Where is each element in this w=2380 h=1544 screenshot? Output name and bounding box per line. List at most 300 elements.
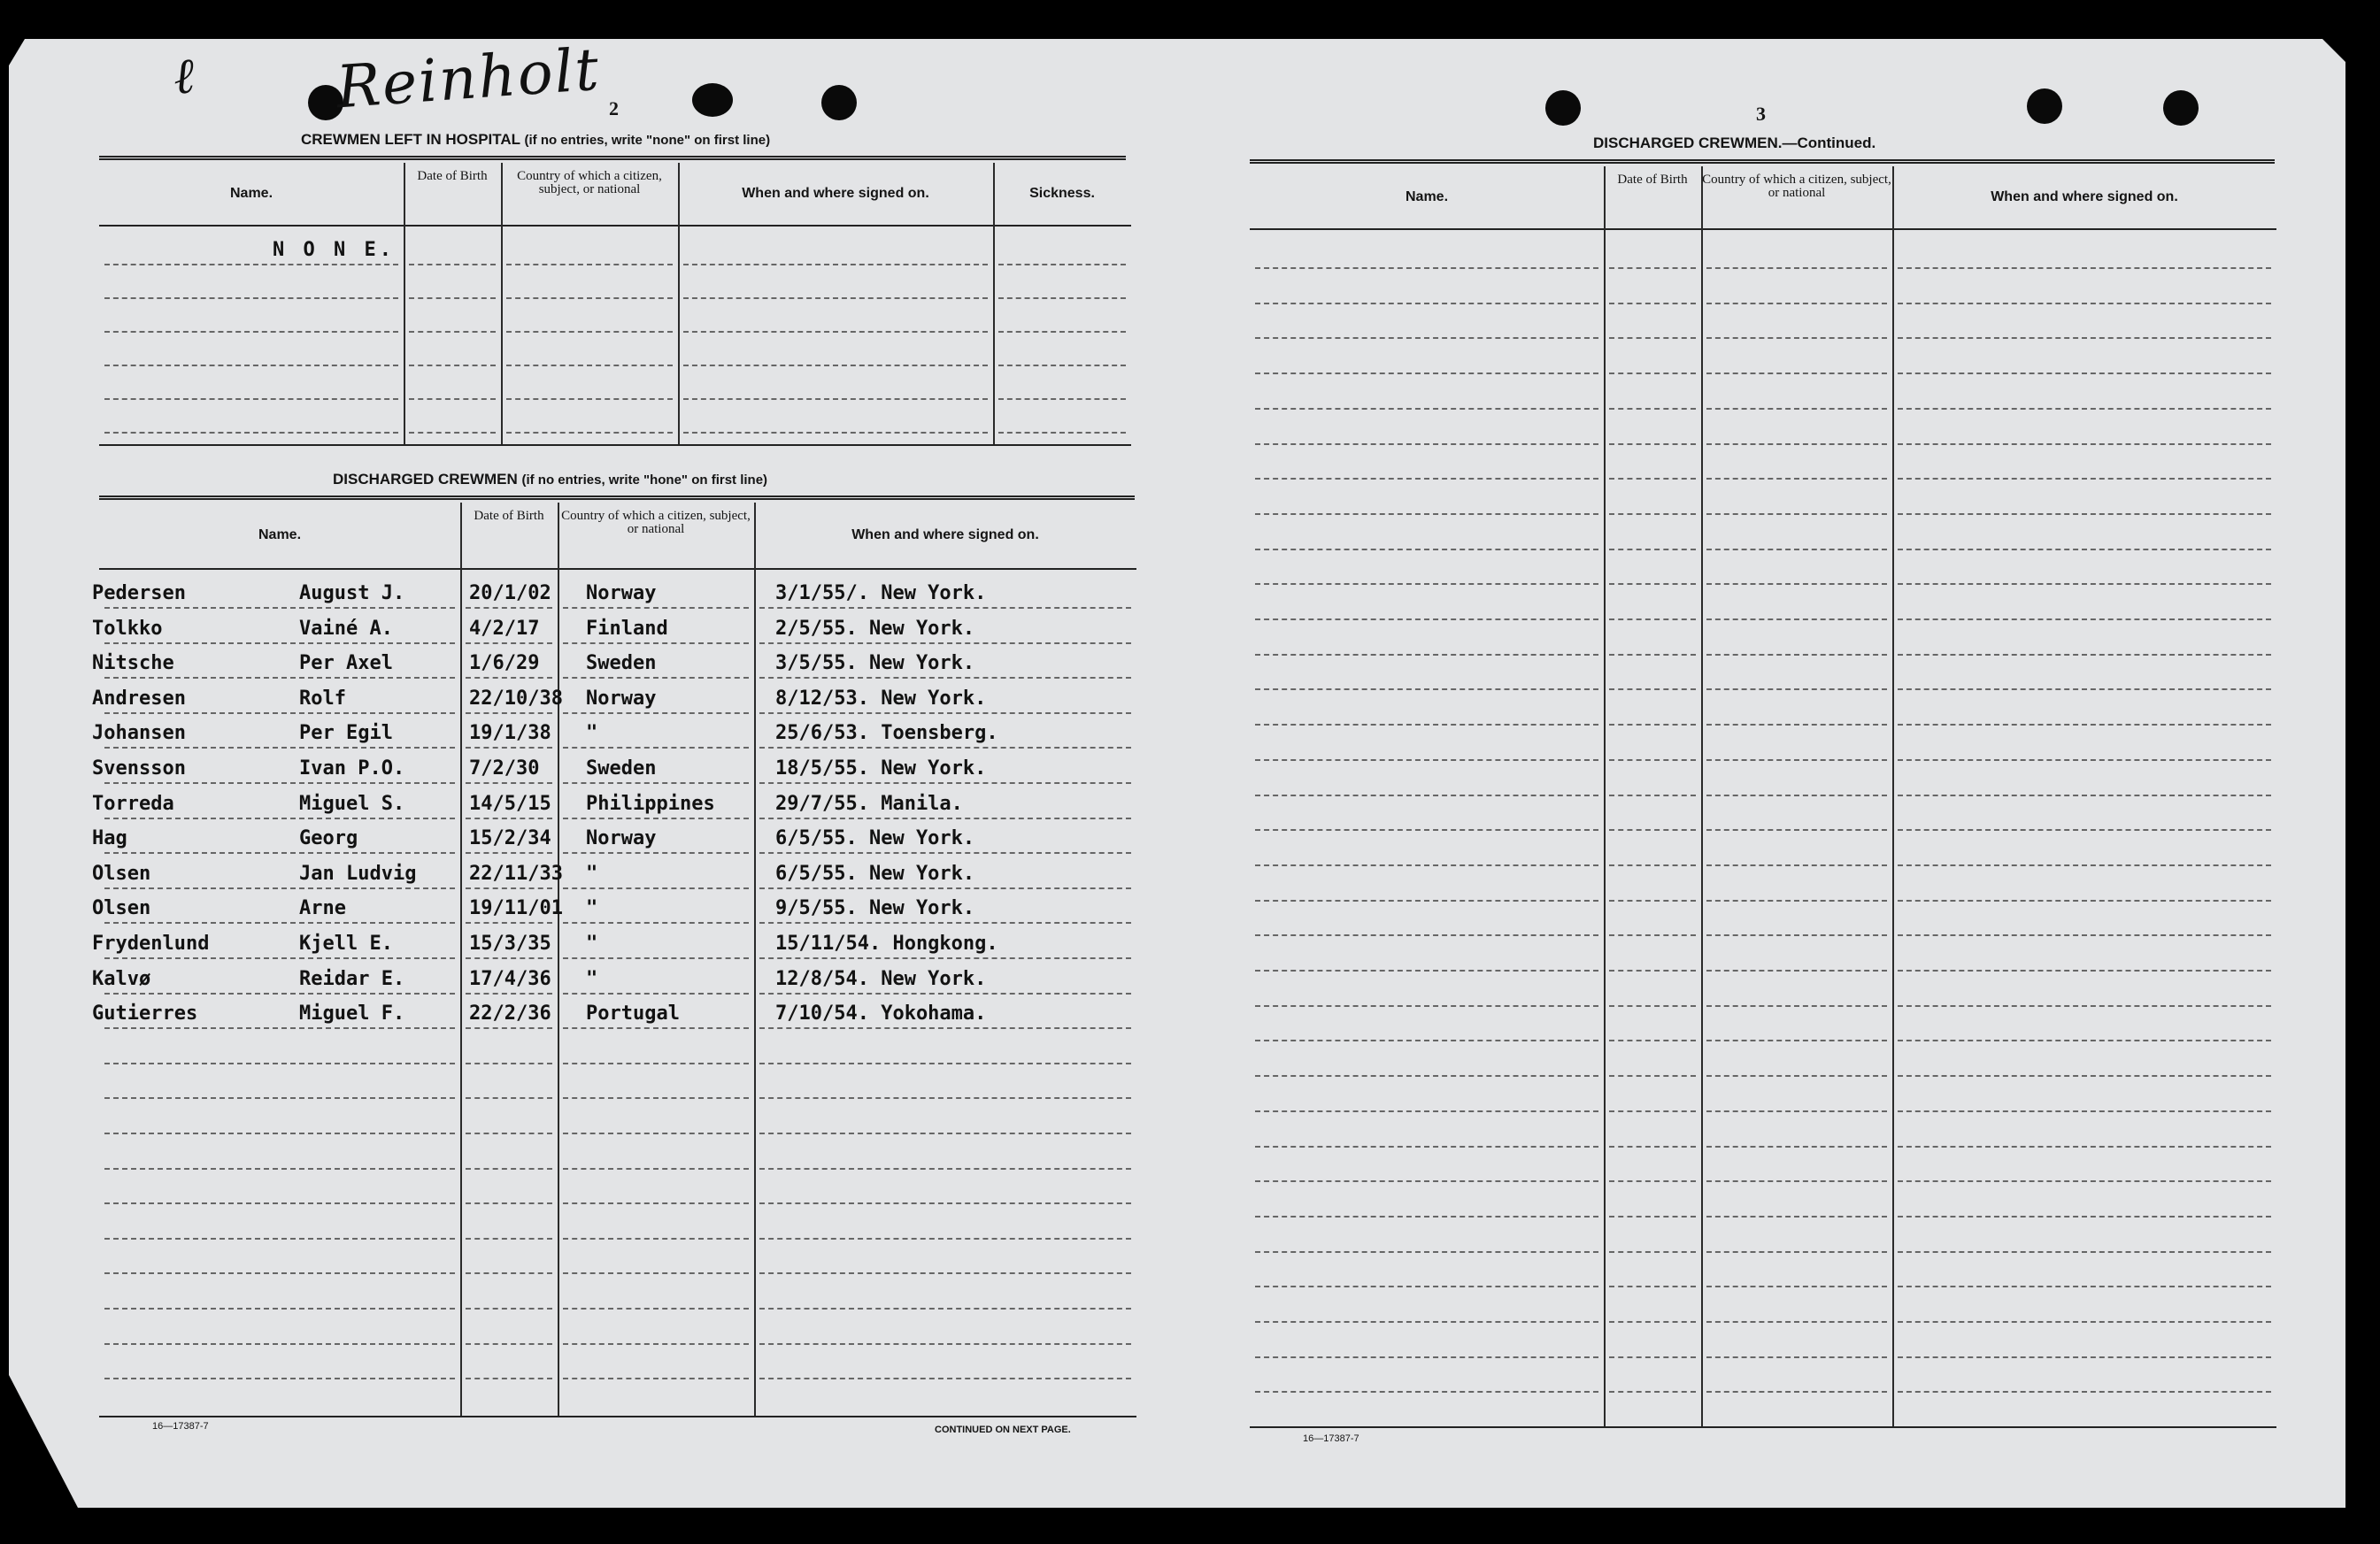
ruled-line: [104, 642, 455, 644]
column-header-dob: Date of Birth: [1617, 173, 1688, 187]
crew-date-of-birth: 15/2/34: [469, 827, 551, 850]
ruled-line: [1898, 1040, 2271, 1041]
ruled-line: [506, 432, 673, 434]
ruled-line: [1255, 829, 1598, 831]
ruled-line: [466, 677, 552, 679]
ruled-line: [1255, 934, 1598, 936]
crew-signed-on: 2/5/55. New York.: [775, 617, 975, 640]
ruled-line: [563, 1027, 749, 1029]
ruled-line: [759, 1202, 1131, 1204]
ruled-line: [1706, 1216, 1887, 1218]
ruled-line: [998, 297, 1126, 299]
ruled-line: [104, 1168, 455, 1170]
ruled-line: [1255, 1286, 1598, 1287]
ruled-line: [466, 782, 552, 784]
ruled-line: [1706, 373, 1887, 374]
column-header-signed: When and where signed on.: [851, 527, 1039, 542]
crew-surname: Andresen: [92, 687, 186, 710]
ruled-line: [1609, 970, 1696, 972]
ruled-line: [1255, 1040, 1598, 1041]
ruled-line: [1706, 864, 1887, 866]
ruled-line: [759, 607, 1131, 609]
crew-given-name: Miguel F.: [299, 1002, 405, 1025]
ruled-line: [1706, 1321, 1887, 1323]
ruled-line: [466, 712, 552, 714]
ruled-line: [104, 1063, 455, 1064]
ruled-line: [1898, 478, 2271, 480]
ruled-line: [466, 1133, 552, 1134]
crew-date-of-birth: 22/2/36: [469, 1002, 551, 1025]
ruled-line: [1609, 1040, 1696, 1041]
crew-given-name: Ivan P.O.: [299, 757, 405, 780]
ruled-line: [466, 957, 552, 959]
ruled-line: [563, 1272, 749, 1274]
ruled-line: [104, 818, 455, 819]
ruled-line: [1609, 1146, 1696, 1148]
ruled-line: [1706, 1005, 1887, 1007]
crew-surname: Nitsche: [92, 652, 174, 675]
ruled-line: [759, 642, 1131, 644]
ruled-line: [1706, 443, 1887, 445]
discharged-title-note: (if no entries, write "hone" on first line): [521, 472, 768, 488]
ruled-line: [466, 1063, 552, 1064]
ruled-line: [563, 677, 749, 679]
header-rule: [99, 568, 1136, 570]
ruled-line: [104, 1272, 455, 1274]
ruled-line: [563, 1378, 749, 1379]
crew-given-name: Vainé A.: [299, 617, 393, 640]
ruled-line: [1609, 688, 1696, 690]
crew-signed-on: 15/11/54. Hongkong.: [775, 933, 998, 955]
hospital-title-note: (if no entries, write "none" on first line): [524, 133, 771, 148]
ruled-line: [1898, 267, 2271, 269]
ruled-line: [1609, 1216, 1696, 1218]
ruled-line: [998, 365, 1126, 366]
column-divider: [1604, 166, 1606, 1426]
ruled-line: [1609, 654, 1696, 656]
ruled-line: [1706, 759, 1887, 761]
continued-section-title: DISCHARGED CREWMEN.—Continued.: [1593, 134, 1876, 151]
ruled-line: [1706, 1110, 1887, 1112]
ruled-line: [1706, 513, 1887, 515]
ruled-line: [1255, 1005, 1598, 1007]
ruled-line: [1255, 1180, 1598, 1182]
ruled-line: [1609, 829, 1696, 831]
ruled-line: [104, 1027, 455, 1029]
ruled-line: [1898, 1005, 2271, 1007]
ruled-line: [1255, 443, 1598, 445]
ruled-line: [506, 264, 673, 265]
ruled-line: [1609, 1110, 1696, 1112]
ruled-line: [1898, 1075, 2271, 1077]
discharged-section-title: [333, 471, 767, 488]
ruled-line: [104, 677, 455, 679]
hospital-title-text: CREWMEN LEFT IN HOSPITAL: [301, 131, 520, 148]
ruled-line: [563, 818, 749, 819]
ruled-line: [506, 297, 673, 299]
ruled-line: [1898, 1321, 2271, 1323]
ruled-line: [1706, 829, 1887, 831]
ruled-line: [409, 365, 496, 366]
crew-country: ": [586, 722, 598, 745]
ruled-line: [1609, 408, 1696, 410]
ruled-line: [506, 331, 673, 333]
ruled-line: [1706, 1075, 1887, 1077]
crew-surname: Svensson: [92, 757, 186, 780]
ruled-line: [1255, 1146, 1598, 1148]
crew-signed-on: 3/5/55. New York.: [775, 652, 975, 675]
ruled-line: [1609, 373, 1696, 374]
ruled-line: [1898, 373, 2271, 374]
ruled-line: [1706, 478, 1887, 480]
torn-corner: [9, 39, 25, 65]
ruled-line: [563, 852, 749, 854]
ruled-line: [1898, 1180, 2271, 1182]
ruled-line: [1898, 583, 2271, 585]
ruled-line: [1898, 408, 2271, 410]
ruled-line: [1255, 1391, 1598, 1393]
ruled-line: [1609, 303, 1696, 304]
ruled-line: [759, 782, 1131, 784]
page-number: 2: [609, 97, 619, 119]
ruled-line: [1898, 1286, 2271, 1287]
ruled-line: [1255, 1251, 1598, 1253]
ruled-line: [563, 1308, 749, 1310]
ruled-line: [1255, 724, 1598, 726]
crew-date-of-birth: 17/4/36: [469, 967, 551, 990]
column-header-name: Name.: [1405, 189, 1449, 204]
ruled-line: [1706, 1356, 1887, 1358]
column-divider: [678, 163, 680, 444]
column-header-country: Country of which a citizen, subject, or national: [561, 509, 751, 536]
crew-given-name: Kjell E.: [299, 933, 393, 955]
ruled-line: [563, 922, 749, 924]
ruled-line: [104, 398, 398, 400]
ruled-line: [1898, 759, 2271, 761]
ruled-line: [563, 747, 749, 749]
crew-given-name: Per Egil: [299, 722, 393, 745]
handwritten-annotation: Reinholt: [334, 35, 603, 122]
punch-hole: [821, 85, 857, 120]
column-header-sickness: Sickness.: [1029, 186, 1095, 201]
ruled-line: [1706, 934, 1887, 936]
ruled-line: [1255, 795, 1598, 796]
ruled-line: [759, 852, 1131, 854]
ruled-line: [104, 852, 455, 854]
column-divider: [404, 163, 405, 444]
ruled-line: [1609, 478, 1696, 480]
ruled-line: [1898, 303, 2271, 304]
ruled-line: [1706, 724, 1887, 726]
ruled-line: [1255, 1110, 1598, 1112]
ruled-line: [683, 398, 988, 400]
ruled-line: [104, 1308, 455, 1310]
ruled-line: [466, 887, 552, 889]
crew-given-name: Miguel S.: [299, 792, 405, 815]
ruled-line: [466, 1308, 552, 1310]
form-number: 16—17387-7: [1303, 1433, 1359, 1444]
header-rule: [99, 225, 1131, 227]
ruled-line: [104, 297, 398, 299]
ruled-line: [104, 922, 455, 924]
ruled-line: [1609, 443, 1696, 445]
ruled-line: [563, 782, 749, 784]
punch-hole: [692, 83, 733, 117]
ruled-line: [1898, 1216, 2271, 1218]
crew-signed-on: 12/8/54. New York.: [775, 967, 987, 990]
ruled-line: [104, 607, 455, 609]
column-header-signed: When and where signed on.: [1991, 189, 2178, 204]
ruled-line: [1609, 1356, 1696, 1358]
ruled-line: [1898, 654, 2271, 656]
crew-signed-on: 18/5/55. New York.: [775, 757, 987, 780]
ruled-line: [409, 398, 496, 400]
ruled-line: [409, 264, 496, 265]
continued-note: CONTINUED ON NEXT PAGE.: [935, 1425, 1071, 1435]
crew-country: Sweden: [586, 757, 657, 780]
ruled-line: [563, 642, 749, 644]
ruled-line: [1255, 1321, 1598, 1323]
ruled-line: [1706, 303, 1887, 304]
crew-given-name: August J.: [299, 582, 405, 604]
ruled-line: [1255, 864, 1598, 866]
ruled-line: [563, 993, 749, 995]
ruled-line: [563, 1063, 749, 1064]
ruled-line: [683, 264, 988, 265]
ruled-line: [1898, 1251, 2271, 1253]
crew-date-of-birth: 20/1/02: [469, 582, 551, 604]
ruled-line: [683, 297, 988, 299]
ruled-line: [104, 1378, 455, 1379]
ruled-line: [466, 1027, 552, 1029]
ruled-line: [759, 1378, 1131, 1379]
ruled-line: [1706, 618, 1887, 620]
ruled-line: [104, 432, 398, 434]
crew-date-of-birth: 15/3/35: [469, 933, 551, 955]
crew-date-of-birth: 1/6/29: [469, 652, 540, 675]
crew-date-of-birth: 22/10/38: [469, 687, 563, 710]
ruled-line: [683, 432, 988, 434]
column-divider: [558, 503, 559, 1416]
ruled-line: [1898, 1146, 2271, 1148]
column-divider: [460, 503, 462, 1416]
ruled-line: [104, 712, 455, 714]
ruled-line: [1609, 1005, 1696, 1007]
column-header-name: Name.: [229, 186, 273, 201]
ruled-line: [466, 1202, 552, 1204]
column-divider: [501, 163, 503, 444]
ruled-line: [759, 1343, 1131, 1345]
crew-signed-on: 6/5/55. New York.: [775, 827, 975, 850]
page-number: 3: [1756, 103, 1766, 125]
crew-surname: Hag: [92, 827, 127, 850]
ruled-line: [1898, 934, 2271, 936]
ruled-line: [466, 852, 552, 854]
ruled-line: [759, 887, 1131, 889]
ruled-line: [1706, 1391, 1887, 1393]
ruled-line: [104, 747, 455, 749]
crew-country: Finland: [586, 617, 668, 640]
rule: [99, 156, 1126, 160]
ruled-line: [1255, 1075, 1598, 1077]
ruled-line: [506, 365, 673, 366]
ruled-line: [1706, 1040, 1887, 1041]
ruled-line: [1255, 759, 1598, 761]
ruled-line: [1255, 1356, 1598, 1358]
form-number: 16—17387-7: [152, 1421, 209, 1432]
ruled-line: [466, 1097, 552, 1099]
ruled-line: [1706, 1251, 1887, 1253]
crew-country: ": [586, 933, 598, 955]
ruled-line: [1255, 267, 1598, 269]
crew-date-of-birth: 22/11/33: [469, 862, 563, 885]
ruled-line: [1255, 654, 1598, 656]
ruled-line: [1609, 1075, 1696, 1077]
crew-surname: Torreda: [92, 792, 174, 815]
discharged-title-text: DISCHARGED CREWMEN: [333, 471, 518, 488]
ruled-line: [563, 1202, 749, 1204]
ruled-line: [104, 887, 455, 889]
hospital-section-title: [301, 131, 770, 149]
ruled-line: [563, 1343, 749, 1345]
ruled-line: [1609, 864, 1696, 866]
crew-given-name: Per Axel: [299, 652, 393, 675]
ruled-line: [1609, 513, 1696, 515]
ruled-line: [1898, 513, 2271, 515]
ruled-line: [1706, 1180, 1887, 1182]
ruled-line: [1255, 408, 1598, 410]
ruled-line: [1255, 1216, 1598, 1218]
ruled-line: [1706, 688, 1887, 690]
bottom-rule: [1250, 1426, 2276, 1428]
ruled-line: [1609, 337, 1696, 339]
ruled-line: [759, 1272, 1131, 1274]
ruled-line: [759, 957, 1131, 959]
ruled-line: [563, 607, 749, 609]
ruled-line: [1609, 549, 1696, 550]
rule: [99, 495, 1135, 500]
crew-country: Philippines: [586, 792, 715, 815]
ruled-line: [104, 782, 455, 784]
header-rule: [1250, 228, 2276, 230]
column-divider: [1701, 166, 1703, 1426]
ruled-line: [1898, 795, 2271, 796]
ruled-line: [759, 1308, 1131, 1310]
crew-country: Norway: [586, 687, 657, 710]
ruled-line: [466, 1272, 552, 1274]
ruled-line: [1898, 970, 2271, 972]
crew-signed-on: 9/5/55. New York.: [775, 897, 975, 920]
crew-country: Norway: [586, 582, 657, 604]
ruled-line: [1898, 829, 2271, 831]
ruled-line: [104, 1133, 455, 1134]
ruled-line: [1898, 688, 2271, 690]
ruled-line: [104, 331, 398, 333]
ruled-line: [1898, 724, 2271, 726]
crew-country: ": [586, 967, 598, 990]
ruled-line: [759, 712, 1131, 714]
ruled-line: [1898, 549, 2271, 550]
ruled-line: [409, 432, 496, 434]
ruled-line: [1706, 408, 1887, 410]
crew-country: Portugal: [586, 1002, 680, 1025]
ruled-line: [1706, 337, 1887, 339]
ruled-line: [1255, 688, 1598, 690]
ruled-line: [1255, 373, 1598, 374]
ruled-line: [1609, 583, 1696, 585]
ruled-line: [1898, 443, 2271, 445]
crew-surname: Kalvø: [92, 967, 151, 990]
ruled-line: [1706, 795, 1887, 796]
crew-country: Norway: [586, 827, 657, 850]
none-entry: N O N E.: [273, 239, 395, 261]
crew-surname: Frydenlund: [92, 933, 210, 955]
ruled-line: [759, 1238, 1131, 1240]
ruled-line: [1898, 618, 2271, 620]
ruled-line: [683, 331, 988, 333]
crew-signed-on: 8/12/53. New York.: [775, 687, 987, 710]
crew-surname: Olsen: [92, 897, 151, 920]
ruled-line: [466, 993, 552, 995]
column-header-name: Name.: [258, 527, 302, 542]
ruled-line: [563, 1238, 749, 1240]
column-divider: [754, 503, 756, 1416]
ruled-line: [104, 1238, 455, 1240]
ruled-line: [1609, 724, 1696, 726]
punch-hole: [2027, 88, 2062, 124]
crew-date-of-birth: 7/2/30: [469, 757, 540, 780]
ruled-line: [759, 677, 1131, 679]
ruled-line: [1706, 900, 1887, 902]
crew-signed-on: 7/10/54. Yokohama.: [775, 1002, 987, 1025]
ruled-line: [104, 957, 455, 959]
ruled-line: [1255, 513, 1598, 515]
ruled-line: [1706, 1286, 1887, 1287]
ruled-line: [759, 1168, 1131, 1170]
ruled-line: [466, 1168, 552, 1170]
ruled-line: [104, 1343, 455, 1345]
ruled-line: [466, 642, 552, 644]
crew-date-of-birth: 19/1/38: [469, 722, 551, 745]
crew-surname: Pedersen: [92, 582, 186, 604]
ruled-line: [563, 1168, 749, 1170]
crew-date-of-birth: 19/11/01: [469, 897, 563, 920]
punch-hole: [1545, 90, 1581, 126]
ruled-line: [1609, 1391, 1696, 1393]
ruled-line: [759, 747, 1131, 749]
ruled-line: [563, 1097, 749, 1099]
ruled-line: [466, 1378, 552, 1379]
ruled-line: [1706, 654, 1887, 656]
ruled-line: [759, 1133, 1131, 1134]
punch-hole: [2163, 90, 2199, 126]
crew-country: ": [586, 897, 598, 920]
ruled-line: [683, 365, 988, 366]
ruled-line: [104, 993, 455, 995]
crew-date-of-birth: 4/2/17: [469, 617, 540, 640]
ruled-line: [998, 331, 1126, 333]
ruled-line: [1898, 1391, 2271, 1393]
crew-signed-on: 6/5/55. New York.: [775, 862, 975, 885]
ruled-line: [104, 1202, 455, 1204]
ruled-line: [1255, 549, 1598, 550]
crew-given-name: Reidar E.: [299, 967, 405, 990]
ruled-line: [104, 264, 398, 265]
crew-given-name: Rolf: [299, 687, 346, 710]
ruled-line: [506, 398, 673, 400]
crew-signed-on: 25/6/53. Toensberg.: [775, 722, 998, 745]
crew-surname: Tolkko: [92, 617, 163, 640]
